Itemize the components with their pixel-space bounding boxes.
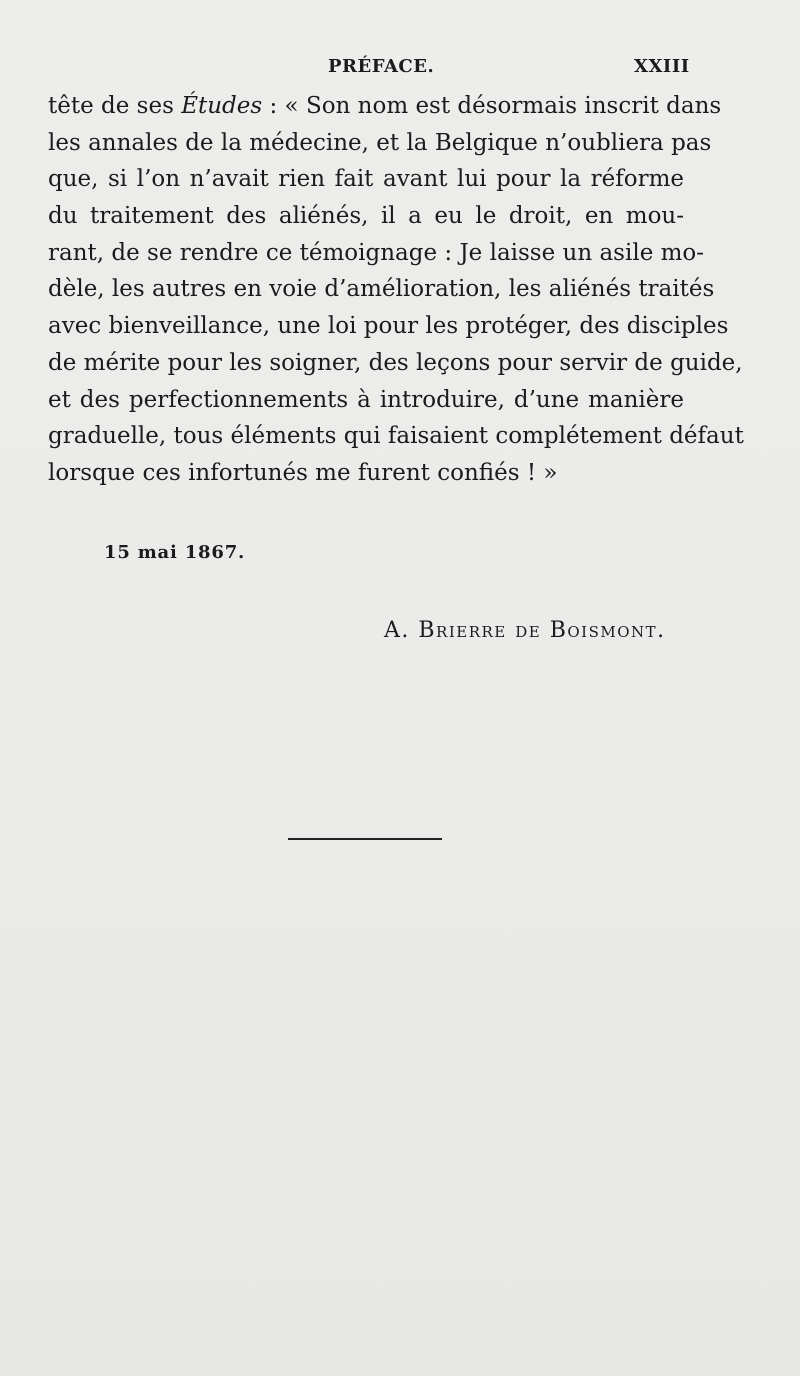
date-line: 15 mai 1867. [104, 542, 246, 563]
text-line-2: les annales de la médecine, et la Belgique n’oubliera pas [48, 129, 712, 156]
text-line-3: que, si l’on n’avait rien fait avant lui pour la réforme [48, 166, 684, 193]
text-line-7: avec bienveillance, une loi pour les protéger, des disciples [48, 313, 729, 340]
section-divider [288, 838, 442, 840]
text-line-6: dèle, les autres en voie d’amélioration, les aliénés traités [48, 276, 715, 303]
text-line-1-before: tête de ses [48, 93, 182, 119]
page-number: XXIII [634, 56, 690, 77]
text-line-5: rant, de se rendre ce témoignage : Je laisse un asile mo- [48, 239, 705, 266]
text-line-10: graduelle, tous éléments qui faisaient complétement défaut [48, 423, 744, 450]
running-title: PRÉFACE. [328, 56, 435, 77]
text-line-11: lorsque ces infortunés me furent confiés ! » [48, 459, 558, 486]
body-paragraph [48, 88, 744, 492]
text-line-8: de mérite pour les soigner, des leçons pour servir de guide, [48, 349, 743, 376]
italic-title: Études [181, 93, 263, 119]
author-signature: A. Brierre de Boismont. [384, 618, 666, 643]
running-head [0, 56, 800, 86]
text-line-1 [48, 88, 722, 125]
text-line-9: et des perfectionnements à introduire, d’une manière [48, 386, 684, 413]
text-line-4: du traitement des aliénés, il a eu le droit, en mou- [48, 203, 684, 230]
text-line-1-after: : « Son nom est désormais inscrit dans [262, 93, 722, 119]
